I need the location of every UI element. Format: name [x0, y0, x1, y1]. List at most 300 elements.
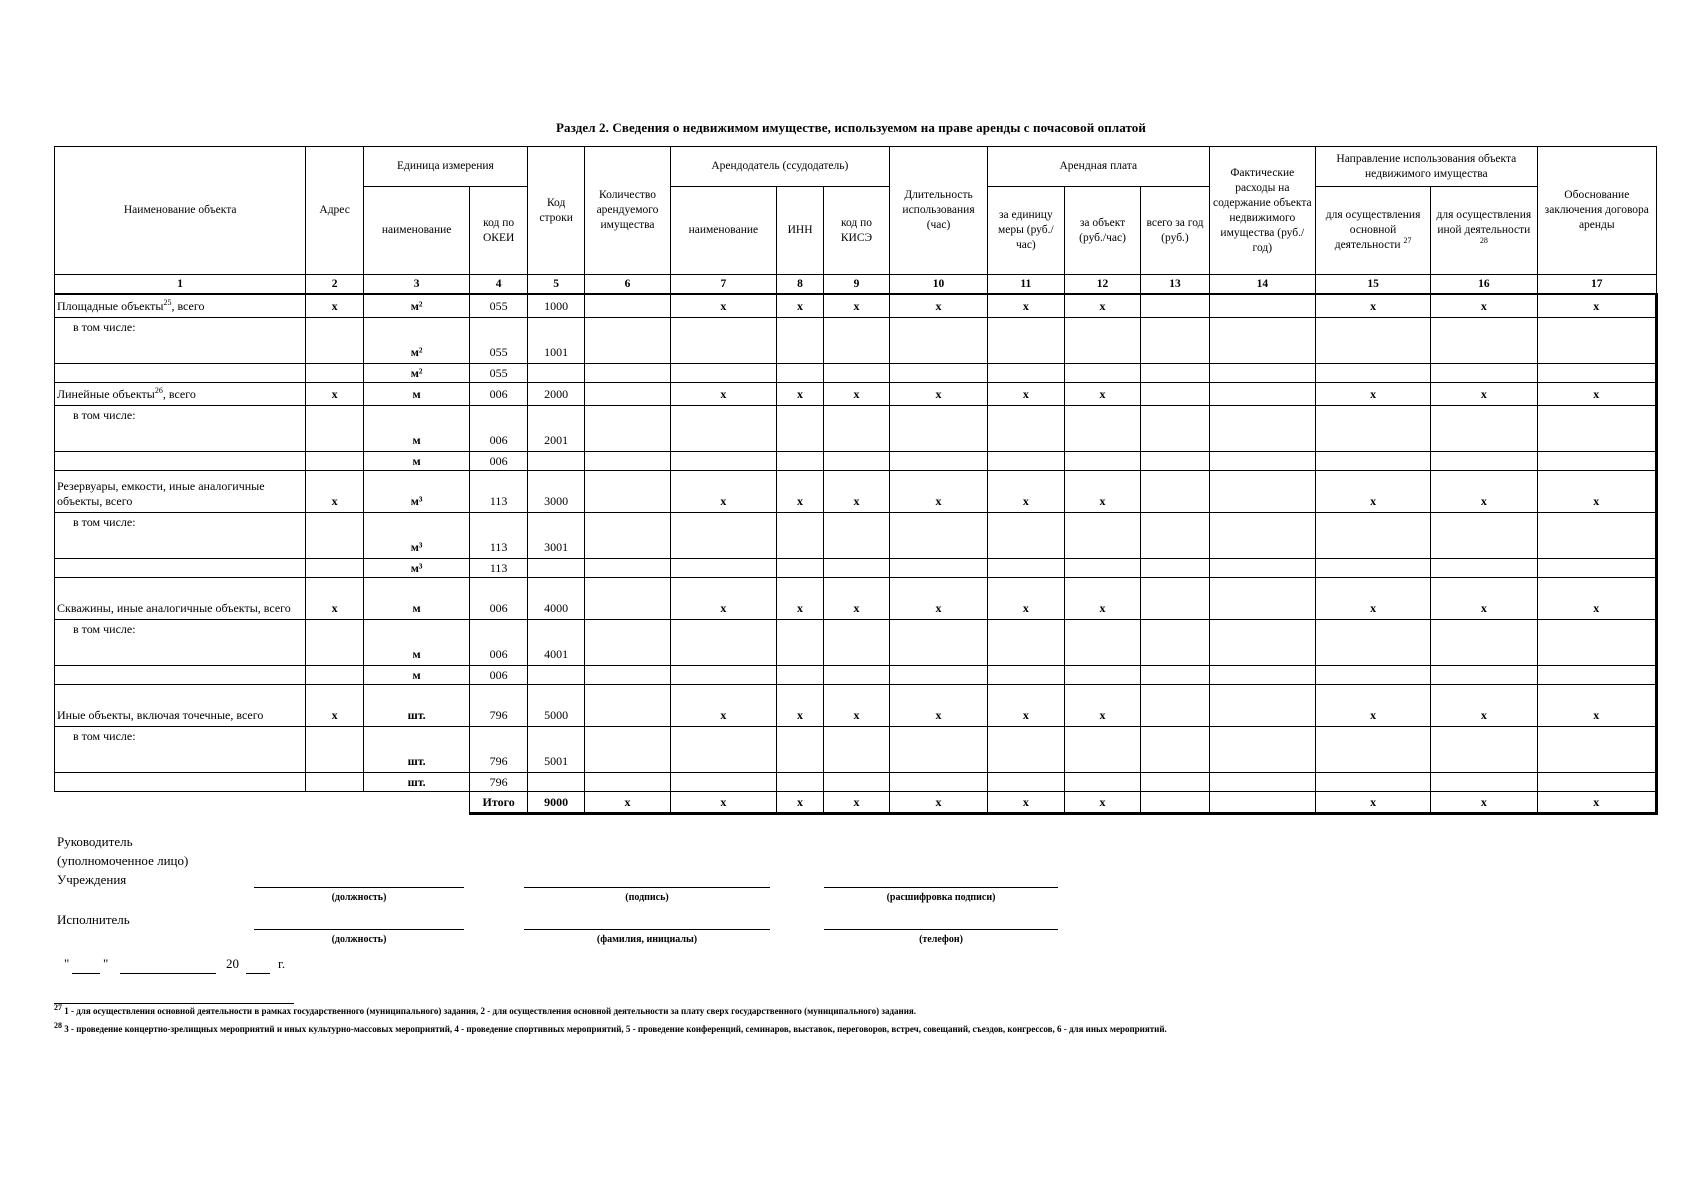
x-cell: x: [777, 471, 824, 513]
input-cell[interactable]: [585, 452, 670, 471]
col-number: 11: [988, 275, 1065, 295]
okei-cell: 796: [470, 727, 528, 773]
okei-cell: 113: [470, 513, 528, 559]
footnote-separator: [54, 1003, 294, 1004]
input-cell[interactable]: [527, 559, 585, 578]
row-name: [55, 471, 306, 513]
input-cell[interactable]: [1209, 513, 1316, 559]
input-cell[interactable]: [585, 383, 670, 406]
input-cell[interactable]: [777, 773, 824, 792]
input-cell[interactable]: [585, 471, 670, 513]
input-cell[interactable]: [1431, 452, 1538, 471]
input-cell[interactable]: [1141, 559, 1209, 578]
x-cell: x: [890, 471, 988, 513]
input-cell[interactable]: [1064, 727, 1141, 773]
input-cell[interactable]: [585, 318, 670, 364]
x-cell: x: [306, 471, 364, 513]
input-cell[interactable]: [585, 685, 670, 727]
x-cell: x: [1431, 471, 1538, 513]
input-cell[interactable]: [1209, 620, 1316, 666]
x-cell: x: [306, 685, 364, 727]
input-cell[interactable]: [1141, 383, 1209, 406]
input-cell[interactable]: [55, 773, 306, 792]
okei-cell: 006: [470, 578, 528, 620]
input-cell[interactable]: [1141, 452, 1209, 471]
input-cell[interactable]: [306, 773, 364, 792]
date-quote-close: ": [103, 956, 109, 971]
input-cell[interactable]: [306, 620, 364, 666]
input-cell[interactable]: [823, 620, 889, 666]
footnote-27: $^{27}$ 1 - для осуществления основной деятельности в рамках государственного (муниципального) задания, 2 - для осуществления основной деятельности за плату сверх государственного (муниципального) задания.: [54, 1003, 917, 1016]
hdr-inn: ИНН: [777, 187, 824, 275]
input-cell[interactable]: [823, 318, 889, 364]
hdr-direction: Направление использования объекта недвижимого имущества: [1316, 147, 1538, 187]
x-cell: x: [306, 578, 364, 620]
col-number: 3: [363, 275, 470, 295]
input-cell[interactable]: [823, 364, 889, 383]
blank-cell: [363, 792, 470, 814]
col-number: 9: [823, 275, 889, 295]
okei-cell: 796: [470, 773, 528, 792]
okei-cell: 113: [470, 471, 528, 513]
okei-cell: 006: [470, 620, 528, 666]
input-cell[interactable]: [1537, 620, 1656, 666]
unit-cell: м: [363, 620, 470, 666]
input-cell[interactable]: [1431, 666, 1538, 685]
x-cell: x: [823, 471, 889, 513]
input-cell[interactable]: [1141, 318, 1209, 364]
input-cell[interactable]: [585, 727, 670, 773]
input-cell[interactable]: [890, 406, 988, 452]
input-cell[interactable]: [670, 513, 777, 559]
input-cell[interactable]: [585, 406, 670, 452]
input-cell[interactable]: [890, 318, 988, 364]
input-cell[interactable]: [55, 666, 306, 685]
input-cell[interactable]: [1209, 406, 1316, 452]
input-cell[interactable]: [1316, 513, 1431, 559]
input-cell[interactable]: [1141, 578, 1209, 620]
x-cell: x: [1064, 383, 1141, 406]
row-name-text: Иные объекты, включая точечные, всего: [57, 708, 264, 722]
x-cell: x: [1064, 294, 1141, 318]
hdr-rent-year: всего за год (руб.): [1141, 187, 1209, 275]
input-cell[interactable]: [1209, 364, 1316, 383]
x-cell: x: [1316, 685, 1431, 727]
input-cell[interactable]: [1064, 773, 1141, 792]
input-cell[interactable]: [777, 318, 824, 364]
input-cell[interactable]: [1141, 620, 1209, 666]
code-cell: 1000: [527, 294, 585, 318]
input-cell[interactable]: [306, 364, 364, 383]
input-cell[interactable]: [988, 727, 1065, 773]
input-cell[interactable]: [585, 620, 670, 666]
input-cell[interactable]: [1064, 452, 1141, 471]
input-cell[interactable]: [670, 452, 777, 471]
row-name: [55, 383, 306, 406]
input-cell[interactable]: [988, 318, 1065, 364]
date-year-suffix: г.: [278, 956, 286, 971]
hdr-dir-other: для осуществления иной деятельности $^{28}$: [1431, 187, 1538, 275]
x-cell: x: [670, 792, 777, 814]
input-cell[interactable]: [1141, 773, 1209, 792]
row-name-text: Резервуары, емкости, иные аналогичные объекты, всего: [57, 479, 265, 508]
incl-label: в том числе:: [55, 406, 306, 452]
code-cell: 5001: [527, 727, 585, 773]
input-cell[interactable]: [1316, 406, 1431, 452]
input-cell[interactable]: [55, 559, 306, 578]
input-cell[interactable]: [1209, 666, 1316, 685]
col-number: 13: [1141, 275, 1209, 295]
col-number: 12: [1064, 275, 1141, 295]
input-cell[interactable]: [1141, 294, 1209, 318]
hdr-basis: Обоснование заключения договора аренды: [1537, 147, 1656, 275]
table-row: [55, 620, 1657, 666]
total-label: Итого: [470, 792, 528, 814]
x-cell: x: [670, 471, 777, 513]
input-cell[interactable]: [1209, 685, 1316, 727]
input-cell[interactable]: [1209, 471, 1316, 513]
input-cell[interactable]: [1316, 666, 1431, 685]
hdr-expenses: Фактические расходы на содержание объекта недвижимого имущества (руб./год): [1209, 147, 1316, 275]
x-cell: x: [1537, 792, 1656, 814]
input-cell[interactable]: [988, 364, 1065, 383]
input-cell[interactable]: [1316, 727, 1431, 773]
input-cell[interactable]: [1537, 318, 1656, 364]
x-cell: x: [670, 294, 777, 318]
table-row: [55, 513, 1657, 559]
input-cell[interactable]: [777, 666, 824, 685]
date-year-line[interactable]: [246, 973, 270, 974]
x-cell: x: [988, 383, 1065, 406]
x-cell: x: [1537, 685, 1656, 727]
input-cell[interactable]: [1537, 666, 1656, 685]
input-cell[interactable]: [890, 773, 988, 792]
input-cell[interactable]: [823, 773, 889, 792]
input-cell[interactable]: [1537, 406, 1656, 452]
code-cell: 5000: [527, 685, 585, 727]
input-cell[interactable]: [1141, 685, 1209, 727]
input-cell[interactable]: [670, 727, 777, 773]
row-name-text: Линейные объекты: [57, 386, 155, 401]
x-cell: x: [890, 383, 988, 406]
input-cell[interactable]: [1141, 364, 1209, 383]
input-cell[interactable]: [585, 513, 670, 559]
x-cell: x: [1316, 578, 1431, 620]
x-cell: x: [306, 383, 364, 406]
x-cell: x: [1316, 294, 1431, 318]
x-cell: x: [777, 383, 824, 406]
input-cell[interactable]: [1141, 406, 1209, 452]
x-cell: x: [1537, 471, 1656, 513]
input-cell[interactable]: [1209, 452, 1316, 471]
input-cell[interactable]: [1209, 773, 1316, 792]
x-cell: x: [585, 792, 670, 814]
input-cell[interactable]: [1431, 406, 1538, 452]
input-cell[interactable]: [777, 727, 824, 773]
input-cell[interactable]: [670, 666, 777, 685]
hdr-kise: код по КИСЭ: [823, 187, 889, 275]
executor-label: Исполнитель: [57, 912, 130, 927]
input-cell[interactable]: [306, 318, 364, 364]
input-cell[interactable]: [1537, 364, 1656, 383]
input-cell[interactable]: [1316, 318, 1431, 364]
x-cell: x: [670, 685, 777, 727]
x-cell: x: [1431, 383, 1538, 406]
exec-phone-line[interactable]: [824, 929, 1058, 930]
col-number: 17: [1537, 275, 1656, 295]
input-cell[interactable]: [306, 727, 364, 773]
table-row: [55, 318, 1657, 364]
input-cell[interactable]: [1209, 383, 1316, 406]
input-cell[interactable]: [1431, 620, 1538, 666]
okei-cell: 006: [470, 406, 528, 452]
row-name: [55, 578, 306, 620]
hdr-unit-code: код по ОКЕИ: [470, 187, 528, 275]
input-cell[interactable]: [585, 559, 670, 578]
input-cell[interactable]: [988, 406, 1065, 452]
input-cell[interactable]: [527, 773, 585, 792]
cap-phone: (телефон): [919, 934, 963, 945]
input-cell[interactable]: [1064, 620, 1141, 666]
input-cell[interactable]: [1209, 792, 1316, 814]
date-year-prefix: 20: [226, 956, 239, 971]
x-cell: x: [823, 294, 889, 318]
input-cell[interactable]: [1537, 773, 1656, 792]
input-cell[interactable]: [823, 513, 889, 559]
col-number: 5: [527, 275, 585, 295]
cap-position: (должность): [331, 892, 387, 903]
input-cell[interactable]: [1209, 559, 1316, 578]
date-month-line[interactable]: [120, 973, 216, 974]
input-cell[interactable]: [306, 406, 364, 452]
input-cell[interactable]: [777, 364, 824, 383]
hdr-lessor: Арендодатель (ссудодатель): [670, 147, 889, 187]
input-cell[interactable]: [1064, 318, 1141, 364]
input-cell[interactable]: [585, 773, 670, 792]
input-cell[interactable]: [585, 578, 670, 620]
position-line[interactable]: [254, 887, 464, 888]
col-number: 14: [1209, 275, 1316, 295]
okei-cell: 006: [470, 383, 528, 406]
blank-cell: [306, 792, 364, 814]
hdr-address: Адрес: [306, 147, 364, 275]
input-cell[interactable]: [777, 513, 824, 559]
x-cell: x: [988, 471, 1065, 513]
input-cell[interactable]: [1209, 578, 1316, 620]
input-cell[interactable]: [527, 452, 585, 471]
row-name-suffix: , всего: [162, 386, 196, 401]
row-name: [55, 294, 306, 318]
col-number: 2: [306, 275, 364, 295]
unit-cell: м: [363, 383, 470, 406]
input-cell[interactable]: [890, 666, 988, 685]
input-cell[interactable]: [1141, 513, 1209, 559]
input-cell[interactable]: [1537, 727, 1656, 773]
unit-cell: м²: [363, 294, 470, 318]
x-cell: x: [988, 792, 1065, 814]
input-cell[interactable]: [1141, 792, 1209, 814]
input-cell[interactable]: [306, 559, 364, 578]
footnote-ref: 26: [154, 385, 163, 395]
input-cell[interactable]: [306, 452, 364, 471]
cap-signature: (подпись): [625, 892, 669, 903]
x-cell: x: [1316, 792, 1431, 814]
x-cell: x: [1431, 294, 1538, 318]
unit-cell: м³: [363, 513, 470, 559]
cap-position-2: (должность): [331, 934, 387, 945]
date-day-line[interactable]: [72, 973, 100, 974]
okei-cell: 006: [470, 666, 528, 685]
input-cell[interactable]: [670, 773, 777, 792]
input-cell[interactable]: [670, 406, 777, 452]
input-cell[interactable]: [988, 666, 1065, 685]
input-cell[interactable]: [988, 773, 1065, 792]
table-row: [55, 773, 1657, 792]
table-row: [55, 685, 1657, 727]
input-cell[interactable]: [823, 559, 889, 578]
input-cell[interactable]: [585, 364, 670, 383]
input-cell[interactable]: [55, 452, 306, 471]
cap-fio: (фамилия, инициалы): [596, 934, 698, 945]
signature-line[interactable]: [524, 887, 770, 888]
input-cell[interactable]: [670, 364, 777, 383]
x-cell: x: [890, 792, 988, 814]
input-cell[interactable]: [585, 294, 670, 318]
col-number: 8: [777, 275, 824, 295]
input-cell[interactable]: [890, 452, 988, 471]
code-cell: 2001: [527, 406, 585, 452]
input-cell[interactable]: [1064, 364, 1141, 383]
input-cell[interactable]: [670, 559, 777, 578]
unit-cell: м³: [363, 559, 470, 578]
input-cell[interactable]: [988, 620, 1065, 666]
unit-cell: шт.: [363, 773, 470, 792]
input-cell[interactable]: [670, 318, 777, 364]
input-cell[interactable]: [1537, 559, 1656, 578]
total-code: 9000: [527, 792, 585, 814]
table-row: [55, 666, 1657, 685]
input-cell[interactable]: [1431, 559, 1538, 578]
input-cell[interactable]: [1316, 559, 1431, 578]
row-name: [55, 685, 306, 727]
input-cell[interactable]: [823, 452, 889, 471]
table-row: [55, 578, 1657, 620]
input-cell[interactable]: [306, 666, 364, 685]
col-number: 16: [1431, 275, 1538, 295]
x-cell: x: [823, 685, 889, 727]
input-cell[interactable]: [1537, 452, 1656, 471]
input-cell[interactable]: [306, 513, 364, 559]
okei-cell: 113: [470, 559, 528, 578]
input-cell[interactable]: [1431, 513, 1538, 559]
head-label-2: (уполномоченное лицо): [57, 853, 189, 868]
table-row: [55, 294, 1657, 318]
exec-fio-line[interactable]: [524, 929, 770, 930]
table-row: [55, 364, 1657, 383]
input-cell[interactable]: [890, 364, 988, 383]
input-cell[interactable]: [823, 406, 889, 452]
date-quote-open: ": [64, 956, 70, 971]
table-row: [55, 452, 1657, 471]
input-cell[interactable]: [823, 666, 889, 685]
unit-cell: шт.: [363, 685, 470, 727]
input-cell[interactable]: [1209, 318, 1316, 364]
table-row: [55, 727, 1657, 773]
input-cell[interactable]: [777, 406, 824, 452]
input-cell[interactable]: [777, 452, 824, 471]
input-cell[interactable]: [55, 364, 306, 383]
input-cell[interactable]: [777, 559, 824, 578]
x-cell: x: [823, 383, 889, 406]
input-cell[interactable]: [670, 620, 777, 666]
unit-cell: шт.: [363, 727, 470, 773]
okei-cell: 055: [470, 364, 528, 383]
code-cell: 4000: [527, 578, 585, 620]
input-cell[interactable]: [823, 727, 889, 773]
unit-cell: м³: [363, 471, 470, 513]
input-cell[interactable]: [1431, 364, 1538, 383]
input-cell[interactable]: [1064, 406, 1141, 452]
input-cell[interactable]: [1316, 773, 1431, 792]
x-cell: x: [823, 792, 889, 814]
input-cell[interactable]: [1316, 452, 1431, 471]
input-cell[interactable]: [1141, 727, 1209, 773]
col-number: 10: [890, 275, 988, 295]
input-cell[interactable]: [1316, 364, 1431, 383]
x-cell: x: [988, 685, 1065, 727]
input-cell[interactable]: [890, 727, 988, 773]
col-number: 4: [470, 275, 528, 295]
decode-line[interactable]: [824, 887, 1058, 888]
input-cell[interactable]: [1141, 471, 1209, 513]
input-cell[interactable]: [777, 620, 824, 666]
input-cell[interactable]: [1431, 773, 1538, 792]
hdr-row-code: Код строки: [527, 147, 585, 275]
input-cell[interactable]: [988, 452, 1065, 471]
input-cell[interactable]: [1209, 294, 1316, 318]
input-cell[interactable]: [585, 666, 670, 685]
input-cell[interactable]: [1431, 727, 1538, 773]
input-cell[interactable]: [527, 364, 585, 383]
x-cell: x: [890, 578, 988, 620]
input-cell[interactable]: [1209, 727, 1316, 773]
table-row: [55, 383, 1657, 406]
input-cell[interactable]: [1064, 559, 1141, 578]
input-cell[interactable]: [527, 666, 585, 685]
input-cell[interactable]: [890, 620, 988, 666]
row-name-text: Площадные объекты: [57, 298, 164, 313]
x-cell: x: [1064, 792, 1141, 814]
col-number: 7: [670, 275, 777, 295]
exec-position-line[interactable]: [254, 929, 464, 930]
x-cell: x: [988, 578, 1065, 620]
input-cell[interactable]: [988, 513, 1065, 559]
input-cell[interactable]: [1064, 666, 1141, 685]
input-cell[interactable]: [1431, 318, 1538, 364]
head-label-1: Руководитель: [57, 834, 133, 849]
input-cell[interactable]: [1064, 513, 1141, 559]
okei-cell: 055: [470, 294, 528, 318]
input-cell[interactable]: [1537, 513, 1656, 559]
input-cell[interactable]: [1141, 666, 1209, 685]
col-number: 6: [585, 275, 670, 295]
input-cell[interactable]: [988, 559, 1065, 578]
input-cell[interactable]: [890, 559, 988, 578]
okei-cell: 055: [470, 318, 528, 364]
input-cell[interactable]: [1316, 620, 1431, 666]
input-cell[interactable]: [890, 513, 988, 559]
okei-cell: 796: [470, 685, 528, 727]
